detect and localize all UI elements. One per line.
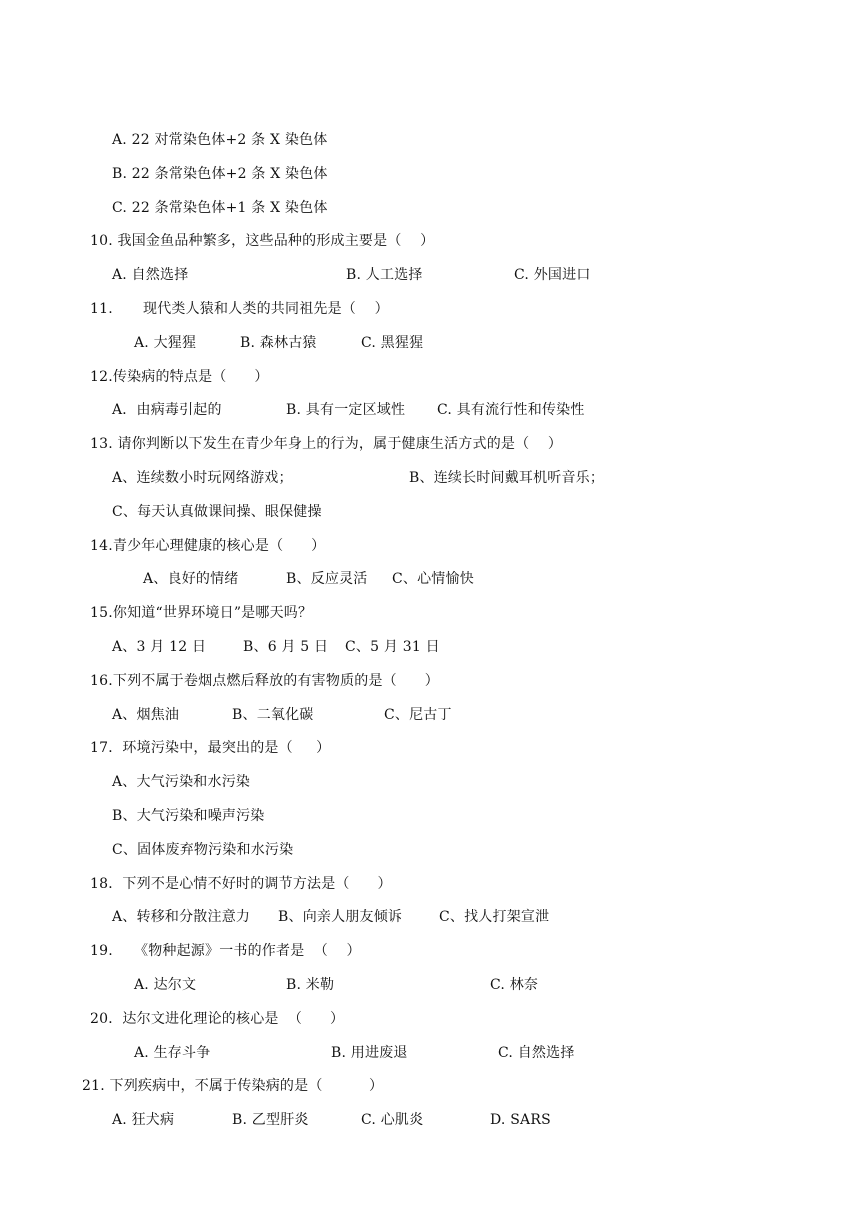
q10-option-b: B. 人工选择	[346, 267, 423, 283]
q18-option-c: C、找人打架宣泄	[439, 909, 550, 925]
q10-stem: 10. 我国金鱼品种繁多，这些品种的形成主要是（ ）	[90, 233, 435, 249]
q19-number: 19.	[90, 943, 113, 959]
q19-option-c: C. 林奈	[490, 977, 539, 993]
q12-stem: 12.传染病的特点是（ ）	[90, 369, 269, 385]
q11-option-b: B. 森林古猿	[240, 335, 317, 351]
q12-option-c: C. 具有流行性和传染性	[437, 402, 585, 418]
q20-option-b: B. 用进废退	[331, 1045, 408, 1061]
q15-option-b: B、6 月 5 日	[243, 639, 329, 655]
q14-stem: 14.青少年心理健康的核心是（ ）	[90, 538, 326, 554]
q17-option-a: A、大气污染和水污染	[112, 774, 251, 790]
q20-option-c: C. 自然选择	[498, 1045, 575, 1061]
q13-option-a: A、连续数小时玩网络游戏；	[112, 470, 293, 486]
q11-stem: 现代类人猿和人类的共同祖先是（ ）	[143, 301, 389, 317]
q17-option-b: B、大气污染和噪声污染	[112, 808, 265, 824]
q20-stem: 20．达尔文进化理论的核心是 （ ）	[90, 1011, 345, 1027]
q11-option-a: A. 大猩猩	[134, 335, 197, 351]
q20-option-a: A. 生存斗争	[134, 1045, 211, 1061]
q19-stem: 《物种起源》一书的作者是 （ ）	[134, 943, 361, 959]
q15-option-a: A、3 月 12 日	[112, 639, 207, 655]
q18-option-a: A、转移和分散注意力	[112, 909, 251, 925]
q12-option-a: A．由病毒引起的	[112, 402, 222, 418]
q14-option-b: B、反应灵活	[286, 571, 368, 587]
q18-stem: 18．下列不是心情不好时的调节方法是（ ）	[90, 876, 392, 892]
q10-option-c: C. 外国进口	[514, 267, 591, 283]
q17-option-c: C、固体废弃物污染和水污染	[112, 842, 294, 858]
q19-option-a: A. 达尔文	[134, 977, 197, 993]
q21-option-c: C. 心肌炎	[361, 1112, 424, 1128]
q14-option-c: C、心情愉快	[392, 571, 474, 587]
q19-option-b: B. 米勒	[286, 977, 335, 993]
q16-option-c: C、尼古丁	[384, 707, 452, 723]
q13-option-b: B、连续长时间戴耳机听音乐；	[409, 470, 605, 486]
q12-option-b: B. 具有一定区域性	[286, 402, 406, 418]
q21-option-a: A. 狂犬病	[112, 1112, 175, 1128]
q13-stem: 13. 请你判断以下发生在青少年身上的行为，属于健康生活方式的是（ ）	[90, 436, 563, 452]
q11-number: 11.	[90, 301, 113, 317]
q11-option-c: C. 黑猩猩	[361, 335, 424, 351]
q17-stem: 17．环境污染中，最突出的是（ ）	[90, 740, 331, 756]
q16-option-a: A、烟焦油	[112, 707, 180, 723]
q9-option-c: C. 22 条常染色体+1 条 X 染色体	[112, 200, 328, 216]
q21-option-d: D. SARS	[490, 1112, 551, 1128]
q10-option-a: A. 自然选择	[112, 267, 189, 283]
q15-option-c: C、5 月 31 日	[345, 639, 440, 655]
q15-stem: 15.你知道“世界环境日”是哪天吗？	[90, 605, 313, 621]
q16-stem: 16.下列不属于卷烟点燃后释放的有害物质的是（ ）	[90, 673, 439, 689]
q21-option-b: B. 乙型肝炎	[232, 1112, 309, 1128]
q9-option-a: A. 22 对常染色体+2 条 X 染色体	[112, 132, 328, 148]
q16-option-b: B、二氧化碳	[232, 707, 314, 723]
q14-option-a: A、良好的情绪	[143, 571, 239, 587]
q21-stem: 21. 下列疾病中，不属于传染病的是（ ）	[82, 1078, 384, 1094]
q9-option-b: B. 22 条常染色体+2 条 X 染色体	[112, 166, 328, 182]
q18-option-b: B、向亲人朋友倾诉	[278, 909, 403, 925]
q13-option-c: C、每天认真做课间操、眼保健操	[112, 504, 322, 520]
